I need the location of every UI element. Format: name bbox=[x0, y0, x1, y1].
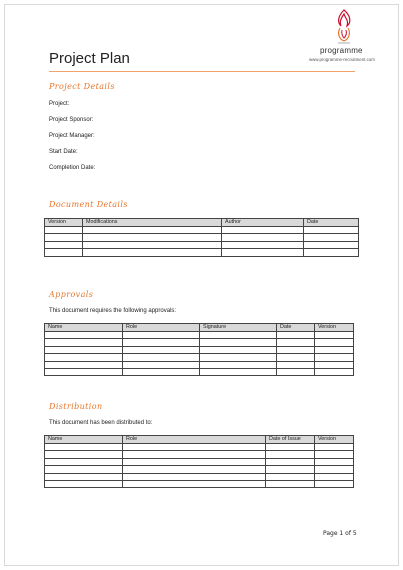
table-cell[interactable] bbox=[222, 234, 304, 241]
table-row bbox=[45, 241, 359, 248]
table-cell[interactable] bbox=[45, 339, 123, 346]
table-row bbox=[45, 361, 354, 368]
distribution-intro: This document has been distributed to: bbox=[49, 420, 153, 426]
table-cell[interactable] bbox=[45, 480, 123, 487]
table-cell[interactable] bbox=[45, 451, 123, 458]
distribution-table bbox=[44, 435, 354, 488]
column-header: Date bbox=[277, 324, 315, 332]
table-cell[interactable] bbox=[315, 361, 354, 368]
table-row bbox=[45, 234, 359, 241]
table-row bbox=[45, 466, 354, 473]
table-cell[interactable] bbox=[315, 473, 354, 480]
table-cell[interactable] bbox=[45, 227, 83, 234]
table-cell[interactable] bbox=[222, 249, 304, 256]
table-cell[interactable] bbox=[83, 227, 222, 234]
table-cell[interactable] bbox=[45, 332, 123, 339]
table-cell[interactable] bbox=[200, 339, 277, 346]
column-header: Version bbox=[315, 324, 354, 332]
table-cell[interactable] bbox=[123, 332, 200, 339]
table-cell[interactable] bbox=[200, 332, 277, 339]
table-cell[interactable] bbox=[266, 451, 315, 458]
column-header: Name bbox=[45, 436, 123, 444]
table-cell[interactable] bbox=[315, 346, 354, 353]
table-row bbox=[45, 227, 359, 234]
table-cell[interactable] bbox=[315, 458, 354, 465]
page-title: Project Plan bbox=[49, 50, 130, 67]
table-cell[interactable] bbox=[277, 332, 315, 339]
table-row bbox=[45, 444, 354, 451]
table-cell[interactable] bbox=[45, 249, 83, 256]
table-cell[interactable] bbox=[277, 368, 315, 375]
table-row bbox=[45, 458, 354, 465]
table-cell[interactable] bbox=[304, 234, 359, 241]
table-cell[interactable] bbox=[315, 368, 354, 375]
table-cell[interactable] bbox=[45, 473, 123, 480]
table-row bbox=[45, 480, 354, 487]
table-cell[interactable] bbox=[123, 458, 266, 465]
table-cell[interactable] bbox=[200, 368, 277, 375]
table-cell[interactable] bbox=[277, 361, 315, 368]
table-row bbox=[45, 368, 354, 375]
project-manager-field: Project Manager: bbox=[49, 133, 95, 139]
table-cell[interactable] bbox=[45, 361, 123, 368]
distribution-heading: Distribution bbox=[49, 402, 103, 411]
table-row bbox=[45, 332, 354, 339]
table-cell[interactable] bbox=[200, 361, 277, 368]
table-cell[interactable] bbox=[200, 354, 277, 361]
table-cell[interactable] bbox=[123, 451, 266, 458]
column-header: Role bbox=[123, 324, 200, 332]
table-cell[interactable] bbox=[123, 444, 266, 451]
table-cell[interactable] bbox=[45, 458, 123, 465]
table-cell[interactable] bbox=[315, 466, 354, 473]
document-details-table bbox=[44, 218, 359, 257]
table-cell[interactable] bbox=[45, 346, 123, 353]
table-cell[interactable] bbox=[83, 234, 222, 241]
table-cell[interactable] bbox=[315, 354, 354, 361]
table-header-row bbox=[45, 324, 354, 332]
approvals-heading: Approvals bbox=[49, 290, 94, 299]
document-details-heading: Document Details bbox=[49, 200, 128, 209]
column-header: Version bbox=[315, 436, 354, 444]
table-cell[interactable] bbox=[315, 339, 354, 346]
table-cell[interactable] bbox=[123, 346, 200, 353]
table-cell[interactable] bbox=[266, 480, 315, 487]
table-cell[interactable] bbox=[266, 466, 315, 473]
column-header: Modifications bbox=[83, 219, 222, 227]
table-cell[interactable] bbox=[277, 339, 315, 346]
column-header: Date bbox=[304, 219, 359, 227]
table-cell[interactable] bbox=[45, 241, 83, 248]
flame-logo-icon bbox=[332, 8, 356, 46]
completion-date-field: Completion Date: bbox=[49, 165, 96, 171]
title-divider bbox=[49, 71, 355, 72]
start-date-field: Start Date: bbox=[49, 149, 78, 155]
column-header: Author bbox=[222, 219, 304, 227]
table-cell[interactable] bbox=[277, 346, 315, 353]
table-cell[interactable] bbox=[315, 444, 354, 451]
column-header: Name bbox=[45, 324, 123, 332]
table-cell[interactable] bbox=[45, 368, 123, 375]
table-row bbox=[45, 473, 354, 480]
table-cell[interactable] bbox=[222, 227, 304, 234]
column-header: Version bbox=[45, 219, 83, 227]
approvals-table bbox=[44, 323, 354, 376]
logo-tagline: · · · · · · bbox=[336, 63, 358, 67]
project-sponsor-field: Project Sponsor: bbox=[49, 117, 94, 123]
table-cell[interactable] bbox=[45, 354, 123, 361]
project-details-heading: Project Details bbox=[49, 82, 115, 91]
table-cell[interactable] bbox=[123, 473, 266, 480]
table-header-row bbox=[45, 219, 359, 227]
table-cell[interactable] bbox=[277, 354, 315, 361]
table-cell[interactable] bbox=[304, 249, 359, 256]
table-cell[interactable] bbox=[123, 466, 266, 473]
table-cell[interactable] bbox=[123, 480, 266, 487]
table-row bbox=[45, 354, 354, 361]
table-cell[interactable] bbox=[315, 332, 354, 339]
table-cell[interactable] bbox=[222, 241, 304, 248]
table-cell[interactable] bbox=[315, 451, 354, 458]
table-row bbox=[45, 249, 359, 256]
column-header: Date of Issue bbox=[266, 436, 315, 444]
table-cell[interactable] bbox=[45, 234, 83, 241]
table-header-row bbox=[45, 436, 354, 444]
table-cell[interactable] bbox=[123, 354, 200, 361]
table-cell[interactable] bbox=[266, 444, 315, 451]
logo-name: programme bbox=[320, 46, 363, 55]
table-row bbox=[45, 339, 354, 346]
column-header: Signature bbox=[200, 324, 277, 332]
table-row bbox=[45, 451, 354, 458]
table-cell[interactable] bbox=[123, 368, 200, 375]
table-cell[interactable] bbox=[123, 361, 200, 368]
table-cell[interactable] bbox=[200, 346, 277, 353]
table-cell[interactable] bbox=[266, 458, 315, 465]
table-cell[interactable] bbox=[45, 444, 123, 451]
table-cell[interactable] bbox=[83, 241, 222, 248]
table-cell[interactable] bbox=[304, 227, 359, 234]
table-cell[interactable] bbox=[304, 241, 359, 248]
table-row bbox=[45, 346, 354, 353]
table-cell[interactable] bbox=[83, 249, 222, 256]
approvals-intro: This document requires the following approvals: bbox=[49, 308, 177, 314]
table-cell[interactable] bbox=[315, 480, 354, 487]
table-cell[interactable] bbox=[45, 466, 123, 473]
company-logo bbox=[300, 8, 380, 68]
project-field: Project: bbox=[49, 101, 70, 107]
table-cell[interactable] bbox=[123, 339, 200, 346]
logo-url: www.programme-recruitment.com bbox=[309, 57, 375, 62]
column-header: Role bbox=[123, 436, 266, 444]
page-number: Page 1 of 5 bbox=[323, 530, 357, 537]
table-cell[interactable] bbox=[266, 473, 315, 480]
